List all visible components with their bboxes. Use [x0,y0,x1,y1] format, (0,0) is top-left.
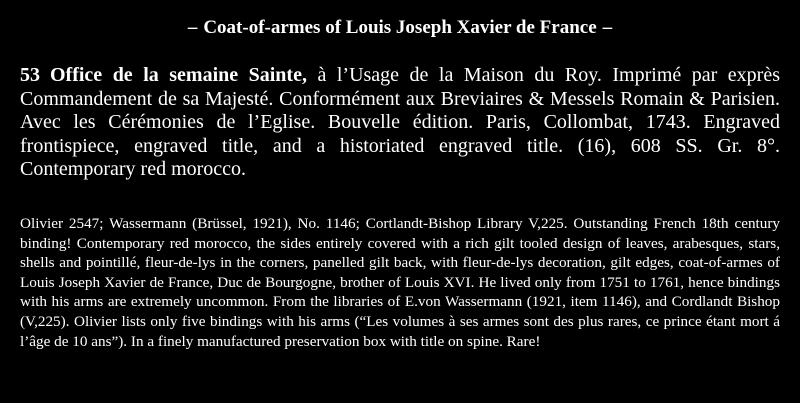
section-heading [0,14,800,42]
lot-number: 53 [20,64,40,86]
heading-dash-left: – [187,17,198,38]
heading-title: Coat-of-armes of Louis Joseph Xavier de France [203,17,597,38]
lot-title: Office de la semaine Sainte, [50,64,307,86]
lot-entry [20,64,780,182]
lot-description: à l’Usage de la Maison du Roy. Imprimé par exprès Commandement de sa Majesté. Conformément aux Breviaires & Messels Romain & Parisien. Avec les Cérémonies de l’Eglise. Bouvelle édition. Paris, Collombat, 1743. Engraved frontispiece, engraved title, and a historiated engraved title. (16), 608 SS. Gr. 8°. Contemporary red morocco. [20,64,780,180]
heading-dash-right: – [602,17,613,38]
lot-notes: Olivier 2547; Wassermann (Brüssel, 1921), No. 1146; Cortlandt-Bishop Library V,225. Outstanding French 18th century binding! Contemporary red morocco, the sides entirely covered with a rich gilt tooled design of leaves, arabesques, stars, shells and pointillé, fleur-de-lys in the corners, panelled gilt back, with fleur-de-lys decoration, gilt edges, coat-of-armes of Louis Joseph Xavier de France, Duc de Bourgogne, brother of Louis XVI. He lived only from 1751 to 1761, hence bindings with his arms are extremely uncommon. From the libraries of E.von Wassermann (1921, item 1146), and Cordlandt Bishop (V,225). Olivier lists only five bindings with his arms (“Les volumes à ses armes sont des plus rares, ce prince étant mort á l’âge de 10 ans”). In a finely manufactured preservation box with title on spine. Rare! [20,215,780,350]
